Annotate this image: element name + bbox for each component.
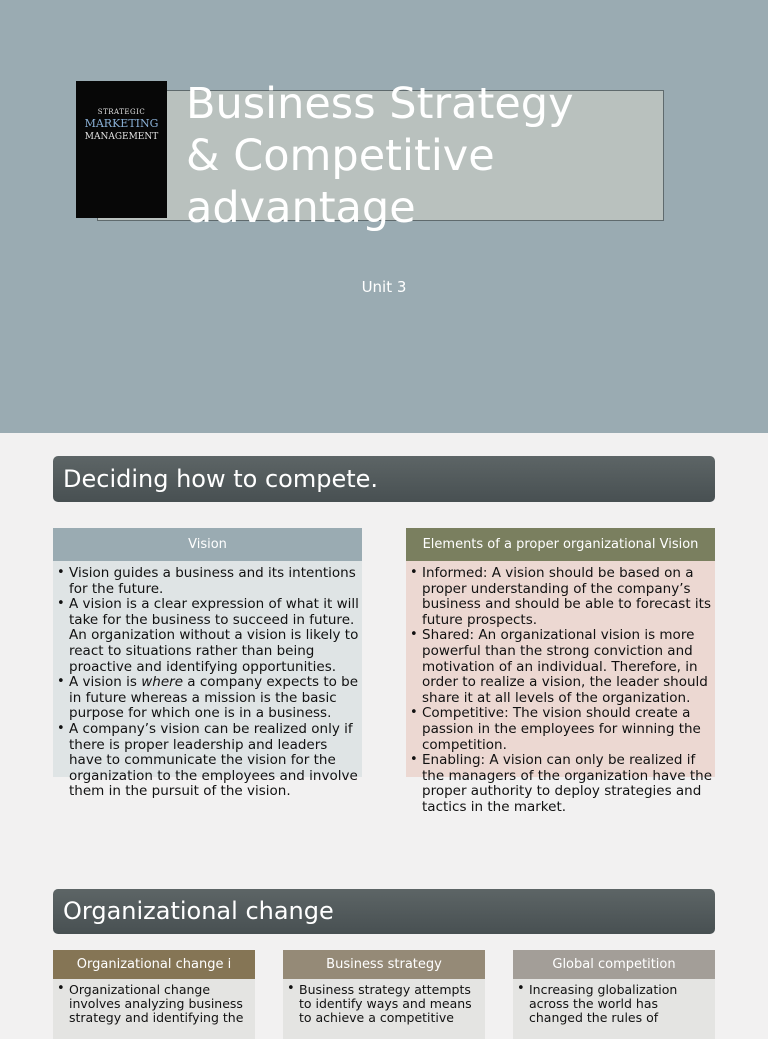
elements-body xyxy=(406,561,715,815)
list-item: • Business strategy attempts to identify ways and means to achieve a competitive xyxy=(299,983,485,1025)
elements-column xyxy=(406,528,715,815)
section-title-bar: Deciding how to compete. xyxy=(53,456,715,502)
list-item: • Organizational change involves analyzing business strategy and identifying the xyxy=(69,983,255,1025)
global-header: Global competition xyxy=(513,950,715,979)
list-item: • A vision is a clear expression of what it will take for the business to succeed in future. An organization without a vision is likely to react to situations rather than being proactive and identifying opportunities. xyxy=(69,597,362,675)
title-slide xyxy=(0,0,768,433)
vision-header: Vision xyxy=(53,528,362,561)
strategy-bullet-list xyxy=(283,983,485,1025)
list-item: • Competitive: The vision should create a passion in the employees for winning the competition. xyxy=(422,706,715,753)
vision-bullet-list xyxy=(53,566,362,800)
change-header: Organizational change i xyxy=(53,950,255,979)
list-item: • Informed: A vision should be based on a proper understanding of the company’s business and should be able to forecast its future prospects. xyxy=(422,566,715,628)
slide-subtitle: Unit 3 xyxy=(361,278,407,296)
title-line: & Competitive xyxy=(186,131,495,181)
book-cover-line: MARKETING xyxy=(84,117,159,130)
vision-column xyxy=(53,528,362,800)
book-cover-image xyxy=(76,81,167,218)
title-line: Business Strategy xyxy=(186,79,574,129)
book-cover-line: MANAGEMENT xyxy=(84,132,159,142)
global-column xyxy=(513,950,715,1039)
vision-body xyxy=(53,561,362,800)
book-cover-line: STRATEGIC xyxy=(97,108,146,116)
list-item: • Enabling: A vision can only be realized if the managers of the organization have the proper authority to deploy strategies and tactics in the market. xyxy=(422,753,715,815)
elements-bullet-list xyxy=(406,566,715,816)
elements-header: Elements of a proper organizational Vision xyxy=(406,528,715,561)
global-bullet-list xyxy=(513,983,715,1025)
title-line: advantage xyxy=(186,183,416,233)
strategy-column xyxy=(283,950,485,1039)
change-body xyxy=(53,979,255,1039)
list-item: • Vision guides a business and its intentions for the future. xyxy=(69,566,362,597)
strategy-header: Business strategy xyxy=(283,950,485,979)
global-body xyxy=(513,979,715,1039)
slide-title xyxy=(186,78,656,234)
strategy-body xyxy=(283,979,485,1039)
list-item: • A company’s vision can be realized only if there is proper leadership and leaders have to communicate the vision for the organization to the employees and involve them in the pursuit of the vision. xyxy=(69,722,362,800)
emphasis-text: where xyxy=(141,674,183,691)
list-item: • Shared: An organizational vision is more powerful than the strong conviction and motivation of an individual. Therefore, in order to realize a vision, the leader should share it at all levels of the organization. xyxy=(422,628,715,706)
list-item: • Increasing globalization across the world has changed the rules of xyxy=(529,983,715,1025)
change-bullet-list xyxy=(53,983,255,1025)
list-item: • A vision is where a company expects to be in future whereas a mission is the basic purpose for which one is in a business. xyxy=(69,675,362,722)
section-title-bar: Organizational change xyxy=(53,889,715,934)
change-column xyxy=(53,950,255,1039)
